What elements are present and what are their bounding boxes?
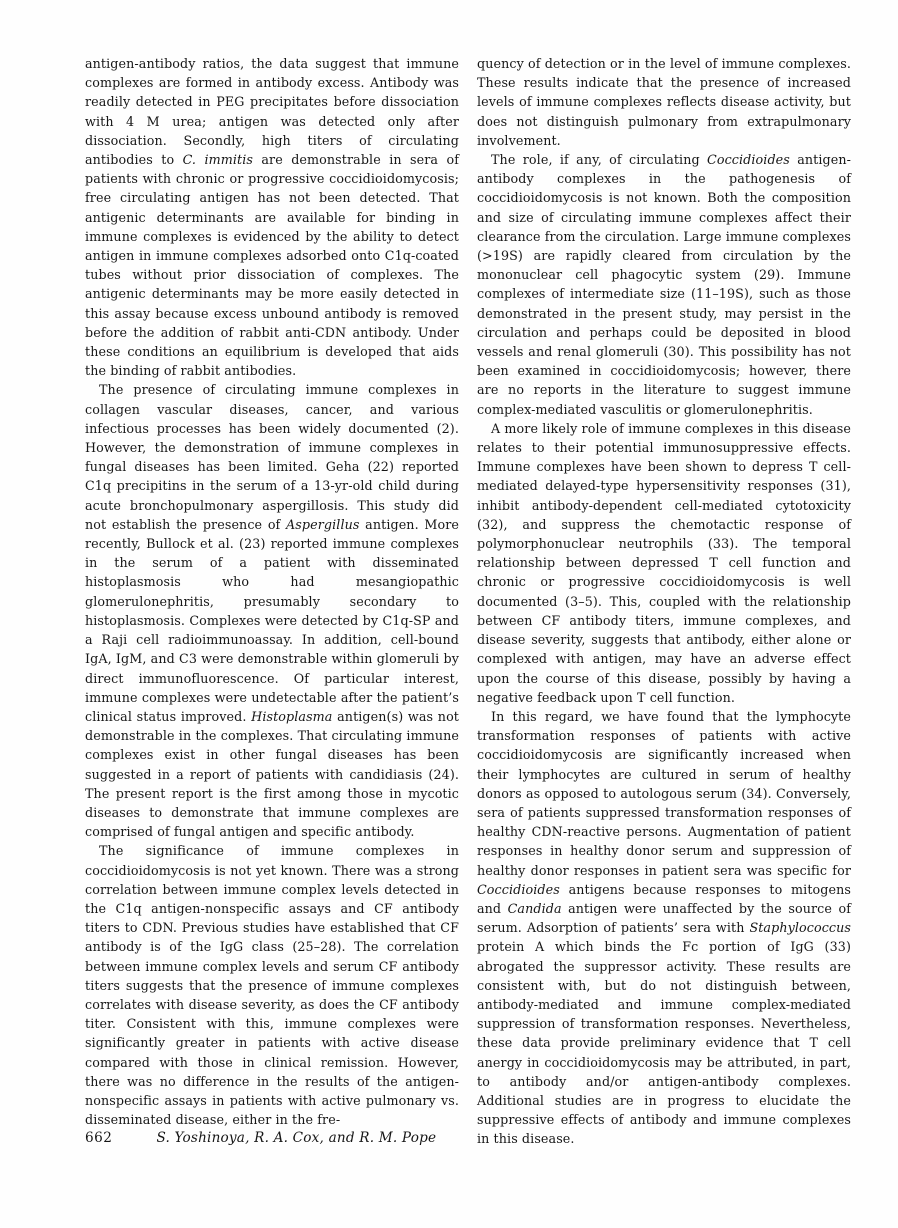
page-number: 662 [85,1130,113,1146]
paragraph: The presence of circulating immune complexes in collagen vascular diseases, cancer, and various infectious processes has been widely documented (2). However, the demonstration of immune complexes in fungal diseases has been limited. Geha (22) reported C1q precipitins in the serum of a 13-yr-old child during acute bronchopulmonary aspergillosis. This study did not establish the presence of Aspergillus antigen. More recently, Bullock et al. (23) reported immune complexes in the serum of a patient with disseminated histoplasmosis who had mesangiopathic glomerulonephritis, presumably secondary to histoplasmosis. Complexes were detected by C1q-SP and a Raji cell radioimmunoassay. In addition, cell-bound IgA, IgM, and C3 were demonstrable within glomeruli by direct immunofluorescence. Of particular interest, immune complexes were undetectable after the patient’s clinical status improved. Histoplasma antigen(s) was not demonstrable in the complexes. That circulating immune complexes exist in other fungal diseases has been suggested in a report of patients with candidiasis (24). The present report is the first among those in mycotic diseases to demonstrate that immune complexes are comprised of fungal antigen and specific antibody. [85,382,460,840]
running-authors: S. Yoshinoya, R. A. Cox, and R. M. Pope [156,1130,437,1146]
paragraph: In this regard, we have found that the lymphocyte transformation responses of patients with active coccidioidomycosis are significantly increased when their lymphocytes are cultured in serum of healthy donors as opposed to autologous serum (34). Conversely, sera of patients suppressed transformation responses of healthy CDN-reactive persons. Augmentation of patient responses in healthy donor serum and suppression of healthy donor responses in patient sera was specific for Coccidioides antigens because responses to mitogens and Candida antigen were unaffected by the source of serum. Adsorption of patients’ sera with Staphylococcus protein A which binds the Fc portion of IgG (33) abrogated the suppressor activity. These results are consistent with, but do not distinguish between, antibody-mediated and immune complex-mediated suppression of transformation responses. Nevertheless, these data provide preliminary evidence that T cell anergy in coccidioidomycosis may be attributed, in part, to antibody and/or antigen-antibody complexes. Additional studies are in progress to elucidate the suppressive effects of antibody and immune complexes in this disease. [477,708,851,1147]
text-columns [85,54,852,1149]
paragraph: quency of detection or in the level of immune complexes. These results indicate that the presence of increased levels of immune complexes reflects disease activity, but does not distinguish pulmonary from extrapulmonary involvement. [477,56,851,148]
left-column [85,54,459,1149]
paragraph: The role, if any, of circulating Coccidioides antigen-antibody complexes in the pathogenesis of coccidioidomycosis is not known. Both the composition and size of circulating immune complexes affect their clearance from the circulation. Large immune complexes (>19S) are rapidly cleared from circulation by the mononuclear cell phagocytic system (29). Immune complexes of intermediate size (11–19S), such as those demonstrated in the present study, may persist in the circulation and perhaps could be deposited in blood vessels and renal glomeruli (30). This possibility has not been examined in coccidioidomycosis; however, there are no reports in the literature to suggest immune complex-mediated vasculitis or glomerulonephritis. [477,152,852,417]
paragraph: The significance of immune complexes in coccidioidomycosis is not yet known. There was a strong correlation between immune complex levels detected in the C1q antigen-nonspecific assays and CF antibody titers to CDN. Previous studies have established that CF antibody is of the IgG class (25–28). The correlation between immune complex levels and serum CF antibody titers suggests that the presence of immune complexes correlates with disease severity, as does the CF antibody titer. Consistent with this, immune complexes were significantly greater in patients with active disease compared with those in clinical remission. However, there was no difference in the results of the antigen-nonspecific assays in patients with active pulmonary vs. disseminated disease, either in the fre- [85,843,459,1128]
page-footer [85,1130,436,1146]
paragraph: A more likely role of immune complexes in this disease relates to their potential immunosuppressive effects. Immune complexes have been shown to depress T cell-mediated delayed-type hypersensitivity responses (31), inhibit antibody-dependent cell-mediated cytotoxicity (32), and suppress the chemotactic response of polymorphonuclear neutrophils (33). The temporal relationship between depressed T cell function and chronic or progressive coccidioidomycosis is well documented (3–5). This, coupled with the relationship between CF antibody titers, immune complexes, and disease severity, suggests that antibody, either alone or complexed with antigen, may have an adverse effect upon the course of this disease, possibly by having a negative feedback upon T cell function. [477,420,851,705]
right-column [477,54,851,1149]
paragraph: antigen-antibody ratios, the data suggest that immune complexes are formed in antibody excess. Antibody was readily detected in PEG precipitates before dissociation with 4 M urea; antigen was detected only after dissociation. Secondly, high titers of circulating antibodies to C. immitis are demonstrable in sera of patients with chronic or progressive coccidioidomycosis; free circulating antigen has not been detected. That antigenic determinants are available for binding in immune complexes is evidenced by the ability to detect antigen in immune complexes adsorbed onto C1q-coated tubes without prior dissociation of complexes. The antigenic determinants may be more easily detected in this assay because excess unbound antibody is removed before the addition of rabbit anti-CDN antibody. Under these conditions an equilibrium is developed that aids the binding of rabbit antibodies. [85,56,459,379]
